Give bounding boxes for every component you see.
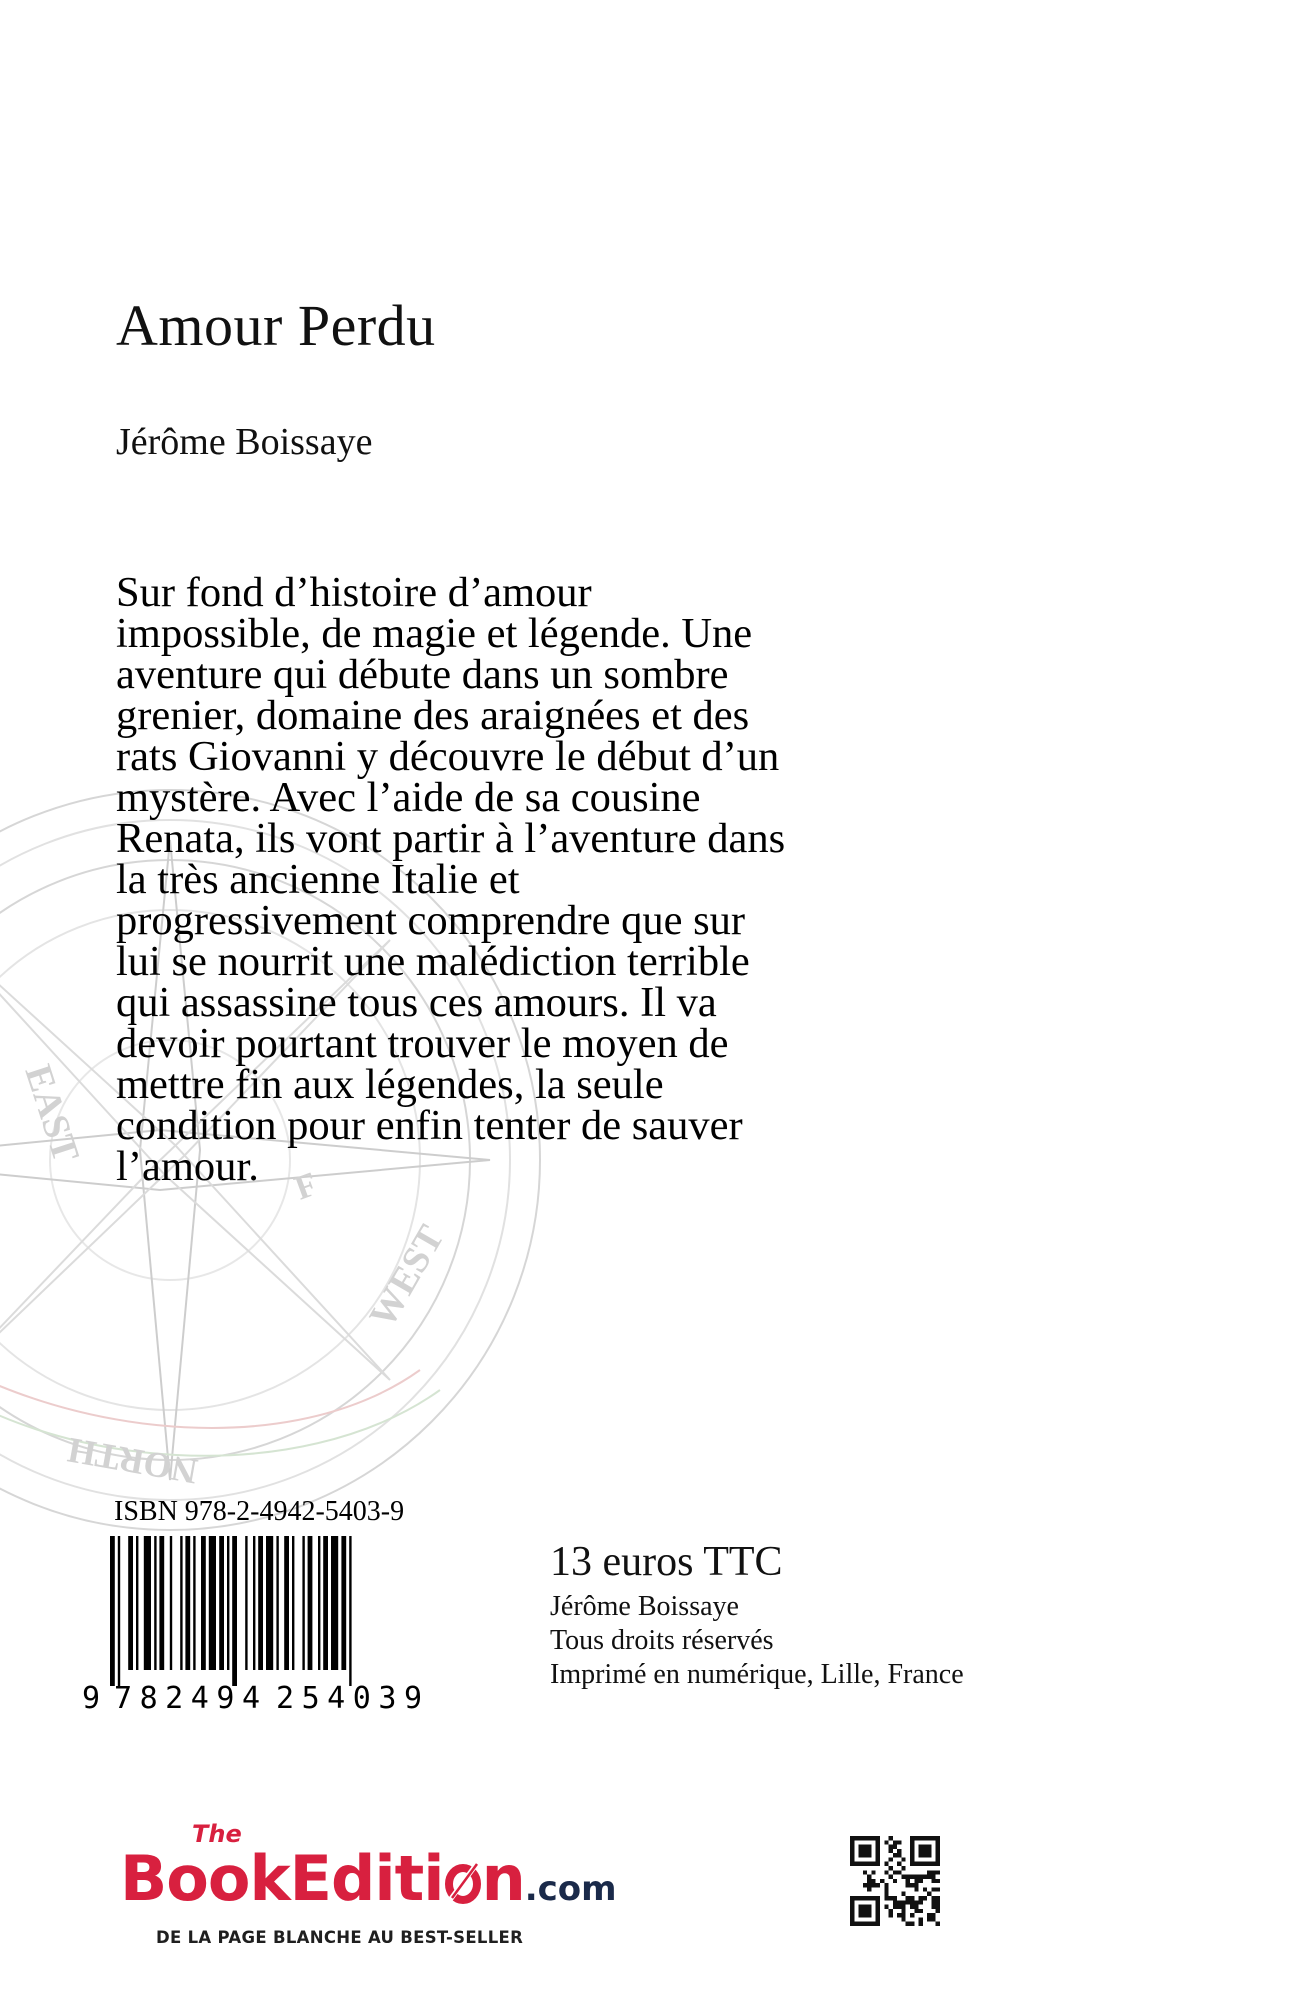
barcode-left-digits: 782494 — [114, 1681, 260, 1716]
barcode-bar — [185, 1536, 190, 1670]
barcode-bar — [349, 1536, 351, 1686]
blurb-line: condition pour enfin tenter de sauver — [116, 1102, 743, 1149]
barcode-bar — [302, 1536, 304, 1670]
blurb-line: lui se nourrit une malédiction terrible — [116, 938, 750, 985]
book-price: 13 euros TTC — [550, 1539, 783, 1585]
barcode-bar — [159, 1536, 164, 1670]
barcode-bar — [341, 1536, 346, 1670]
barcode-bar — [253, 1536, 255, 1670]
barcode-bar — [193, 1536, 195, 1670]
barcode-bar — [118, 1536, 120, 1686]
quill-o-icon — [444, 1858, 482, 1904]
imprint-author: Jérôme Boissaye — [550, 1591, 739, 1622]
book-blurb — [116, 569, 936, 1190]
barcode-bar — [232, 1536, 237, 1686]
blurb-line: Sur fond d’histoire d’amour — [116, 569, 592, 616]
book-author: Jérôme Boissaye — [116, 421, 373, 463]
compass-label-west: WEST — [361, 1218, 453, 1335]
compass-label-north: NORTH — [64, 1429, 201, 1492]
blurb-line: impossible, de magie et légende. Une — [116, 610, 753, 657]
barcode-bar — [276, 1536, 278, 1670]
barcode-bar — [219, 1536, 224, 1670]
barcode-right-digits: 254039 — [276, 1681, 422, 1716]
barcode-bar — [170, 1536, 172, 1670]
logo-wordmark — [120, 1842, 617, 1915]
blurb-line: qui assassine tous ces amours. Il va — [116, 979, 717, 1026]
isbn-barcode — [80, 1536, 480, 1716]
blurb-line: Renata, ils vont partir à l’aventure dans — [116, 815, 786, 862]
barcode-bar — [227, 1536, 229, 1670]
blurb-line: mystère. Avec l’aide de sa cousine — [116, 774, 701, 821]
blurb-line: grenier, domaine des araignées et des — [116, 692, 750, 739]
barcode-bar — [258, 1536, 263, 1670]
barcode-bar — [128, 1536, 133, 1670]
blurb-line: aventure qui débute dans un sombre — [116, 651, 729, 698]
barcode-bar — [323, 1536, 328, 1670]
logo-tagline: DE LA PAGE BLANCHE AU BEST-SELLER — [156, 1928, 524, 1947]
barcode-bar — [308, 1536, 313, 1670]
blurb-line: l’amour. — [116, 1143, 259, 1190]
barcode-bar — [266, 1536, 273, 1670]
logo-domain: .com — [524, 1869, 617, 1909]
isbn-label: ISBN 978-2-4942-5403-9 — [114, 1496, 405, 1527]
barcode-bar — [331, 1536, 338, 1670]
barcode-bar — [136, 1536, 138, 1670]
blurb-line: rats Giovanni y découvre le début d’un — [116, 733, 780, 780]
qr-code-icon — [850, 1836, 940, 1926]
blurb-line: la très ancienne Italie et — [116, 856, 520, 903]
barcode-bar — [284, 1536, 289, 1670]
logo-name-part2: n — [481, 1842, 525, 1915]
book-title: Amour Perdu — [116, 293, 436, 358]
barcode-bar — [245, 1536, 247, 1670]
imprint-printed: Imprimé en numérique, Lille, France — [550, 1659, 964, 1690]
blurb-line: progressivement comprendre que sur — [116, 897, 746, 944]
logo-the: The — [192, 1820, 242, 1848]
barcode-bar — [209, 1536, 216, 1670]
barcode-bar — [110, 1536, 115, 1686]
barcode-first-digit: 9 — [82, 1681, 101, 1716]
barcode-bar — [292, 1536, 294, 1670]
barcode-bar — [318, 1536, 320, 1670]
imprint-rights: Tous droits réservés — [550, 1625, 774, 1656]
barcode-bar — [201, 1536, 206, 1670]
imprint-block — [550, 1538, 964, 1692]
logo-name-part1: BookEditi — [120, 1842, 444, 1915]
blurb-line: mettre fin aux légendes, la seule — [116, 1061, 664, 1108]
barcode-bar — [180, 1536, 182, 1670]
blurb-line: devoir pourtant trouver le moyen de — [116, 1020, 729, 1067]
barcode-bar — [144, 1536, 151, 1670]
compass-label-east: EAST — [16, 1059, 88, 1168]
compass-label-f: F — [290, 1165, 323, 1208]
barcode-bar — [154, 1536, 156, 1670]
